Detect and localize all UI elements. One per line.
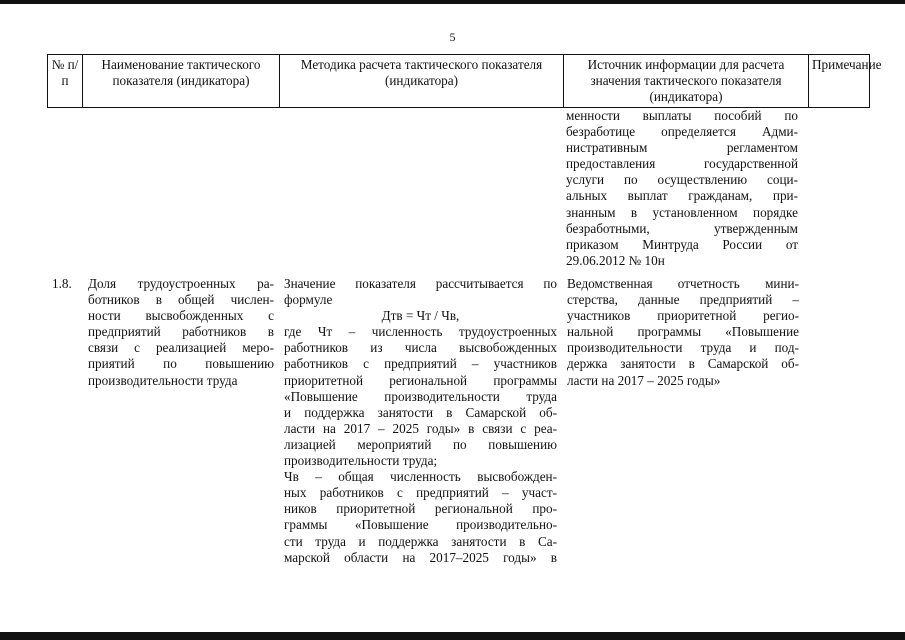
- text-line: безработице определяется Адми-: [566, 124, 798, 140]
- text-line: ласти на 2017 – 2025 годы»: [567, 372, 721, 388]
- text-line: Доля трудоустроенных ра-: [88, 276, 274, 291]
- header-col-name: Наименование тактического показателя (индикатора): [83, 55, 280, 108]
- text-line: предприятий работников в: [88, 324, 274, 340]
- page-number: 5: [449, 30, 456, 44]
- text-line: ности высвобожденных с: [88, 308, 274, 324]
- text-line: ников приоритетной региональной про-: [284, 501, 557, 517]
- text-line: Дтв = Чт / Чв,: [381, 308, 460, 324]
- header-col-source: Источник информации для расчета значения тактического показателя (индикатора): [564, 55, 809, 108]
- indicator-name: [88, 276, 274, 389]
- text-line: «Повышение производительности труда: [284, 388, 557, 404]
- text-line: связи с реализацией меро-: [88, 340, 274, 356]
- table-header: [47, 54, 882, 108]
- text-line: альных выплат гражданам, при-: [566, 188, 798, 204]
- text-line: производительности труда и под-: [567, 340, 799, 356]
- text-line: Ведомственная отчетность мини-: [567, 276, 799, 291]
- text-line: нальной программы «Повышение: [567, 324, 799, 340]
- top-border-bar: [0, 0, 905, 4]
- header-col-note: Примечание: [809, 55, 870, 108]
- text-line: граммы «Повышение производительно-: [284, 517, 557, 533]
- information-source: [567, 276, 799, 389]
- text-line: ласти на 2017 – 2025 годы» в связи с реа-: [284, 420, 557, 436]
- text-line: стерства, данные предприятий –: [567, 292, 799, 308]
- text-line: знанным в установленном порядке: [566, 204, 798, 220]
- row-number: 1.8.: [52, 276, 72, 291]
- text-line: марской области на 2017–2025 годы» в: [284, 549, 557, 565]
- text-line: менности выплаты пособий по: [566, 108, 798, 123]
- text-line: лизацией мероприятий по повышению: [284, 436, 557, 452]
- text-line: предоставления государственной: [566, 156, 798, 172]
- text-line: ботников в общей числен-: [88, 292, 274, 308]
- text-line: 29.06.2012 № 10н: [566, 252, 665, 268]
- text-line: ных работников с предприятий – участ-: [284, 485, 557, 501]
- text-line: участников приоритетной регио-: [567, 308, 799, 324]
- text-line: приказом Минтруда России от: [566, 236, 798, 252]
- header-row: [48, 55, 870, 108]
- text-line: работников с предприятий – участников: [284, 356, 557, 372]
- text-line: держка занятости в Самарской об-: [567, 356, 799, 372]
- text-line: Значение показателя рассчитывается по: [284, 276, 557, 291]
- source-continuation-text: [566, 108, 798, 269]
- text-line: Чв – общая численность высвобожден-: [284, 469, 557, 485]
- text-line: работников из числа высвобожденных: [284, 340, 557, 356]
- bottom-border-bar: [0, 632, 905, 640]
- text-line: производительности труда: [88, 372, 238, 388]
- calculation-method: [284, 276, 557, 566]
- header-col-method: Методика расчета тактического показателя (индикатора): [280, 55, 564, 108]
- text-line: безработными, утвержденным: [566, 220, 798, 236]
- text-line: услуги по осуществлению соци-: [566, 172, 798, 188]
- text-line: приятий по повышению: [88, 356, 274, 372]
- text-line: и поддержка занятости в Самарской об-: [284, 404, 557, 420]
- text-line: формуле: [284, 292, 333, 308]
- text-line: где Чт – численность трудоустроенных: [284, 324, 557, 340]
- text-line: нистративным регламентом: [566, 140, 798, 156]
- text-line: сти труда и поддержка занятости в Са-: [284, 533, 557, 549]
- text-line: производительности труда;: [284, 453, 438, 469]
- text-line: приоритетной региональной программы: [284, 372, 557, 388]
- header-col-number: № п/п: [48, 55, 83, 108]
